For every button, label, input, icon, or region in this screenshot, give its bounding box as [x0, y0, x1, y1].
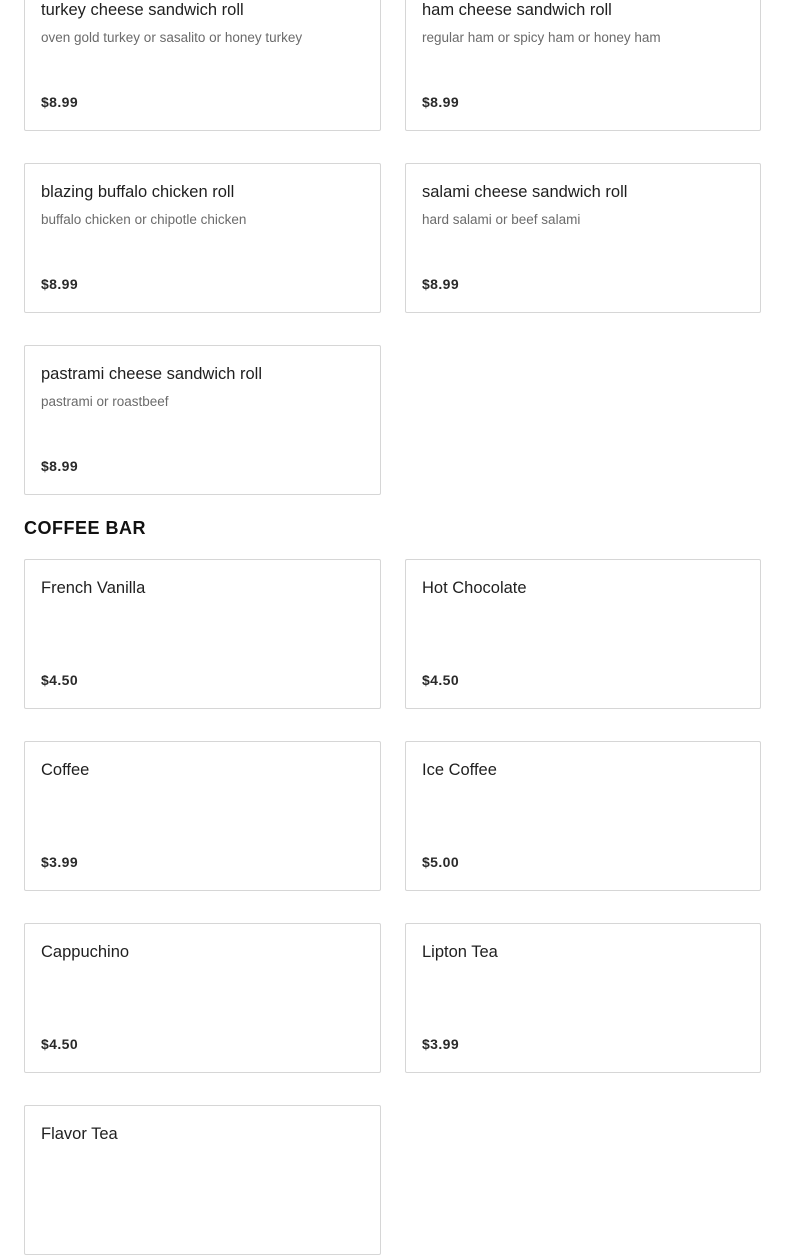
item-price: $8.99 [422, 276, 460, 292]
item-name: French Vanilla [41, 579, 146, 597]
menu-item-card[interactable] [405, 163, 761, 313]
item-price: $8.99 [41, 94, 79, 110]
item-name: ham cheese sandwich roll [422, 1, 612, 19]
item-price: $8.99 [41, 276, 79, 292]
item-price: $4.50 [422, 672, 460, 688]
item-description: oven gold turkey or sasalito or honey turkey [41, 30, 303, 45]
item-price: $8.99 [41, 458, 79, 474]
item-name: Coffee [41, 761, 90, 779]
menu-item-card[interactable] [405, 559, 761, 709]
item-description: regular ham or spicy ham or honey ham [422, 30, 661, 45]
item-description: pastrami or roastbeef [41, 394, 169, 409]
menu-item-card[interactable] [24, 741, 381, 891]
section-title-coffee-bar: COFFEE BAR [24, 518, 146, 538]
menu-item-card[interactable] [24, 559, 381, 709]
item-description: buffalo chicken or chipotle chicken [41, 212, 247, 227]
item-name: Flavor Tea [41, 1125, 118, 1143]
item-name: Hot Chocolate [422, 579, 527, 597]
item-name: Cappuchino [41, 943, 130, 961]
menu-item-card[interactable] [24, 163, 381, 313]
item-price: $8.99 [422, 94, 460, 110]
item-price: $4.50 [41, 1036, 79, 1052]
item-name: Lipton Tea [422, 943, 498, 961]
item-name: pastrami cheese sandwich roll [41, 365, 263, 383]
item-price: $3.99 [422, 1036, 460, 1052]
menu-item-card[interactable] [405, 923, 761, 1073]
menu-item-card[interactable] [24, 345, 381, 495]
item-price: $5.00 [422, 854, 460, 870]
item-name: Ice Coffee [422, 761, 497, 779]
item-price: $3.99 [41, 854, 79, 870]
menu-item-card[interactable] [24, 1105, 381, 1255]
menu-item-card[interactable] [405, 0, 761, 131]
item-name: turkey cheese sandwich roll [41, 1, 244, 19]
menu-item-card[interactable] [24, 923, 381, 1073]
item-name: blazing buffalo chicken roll [41, 183, 235, 201]
coffee-bar-grid [24, 559, 761, 1255]
menu-item-card[interactable] [405, 741, 761, 891]
item-description: hard salami or beef salami [422, 212, 581, 227]
menu-item-card[interactable] [24, 0, 381, 131]
item-name: salami cheese sandwich roll [422, 183, 628, 201]
item-price: $4.50 [41, 672, 79, 688]
sandwich-items-grid [24, 0, 761, 495]
